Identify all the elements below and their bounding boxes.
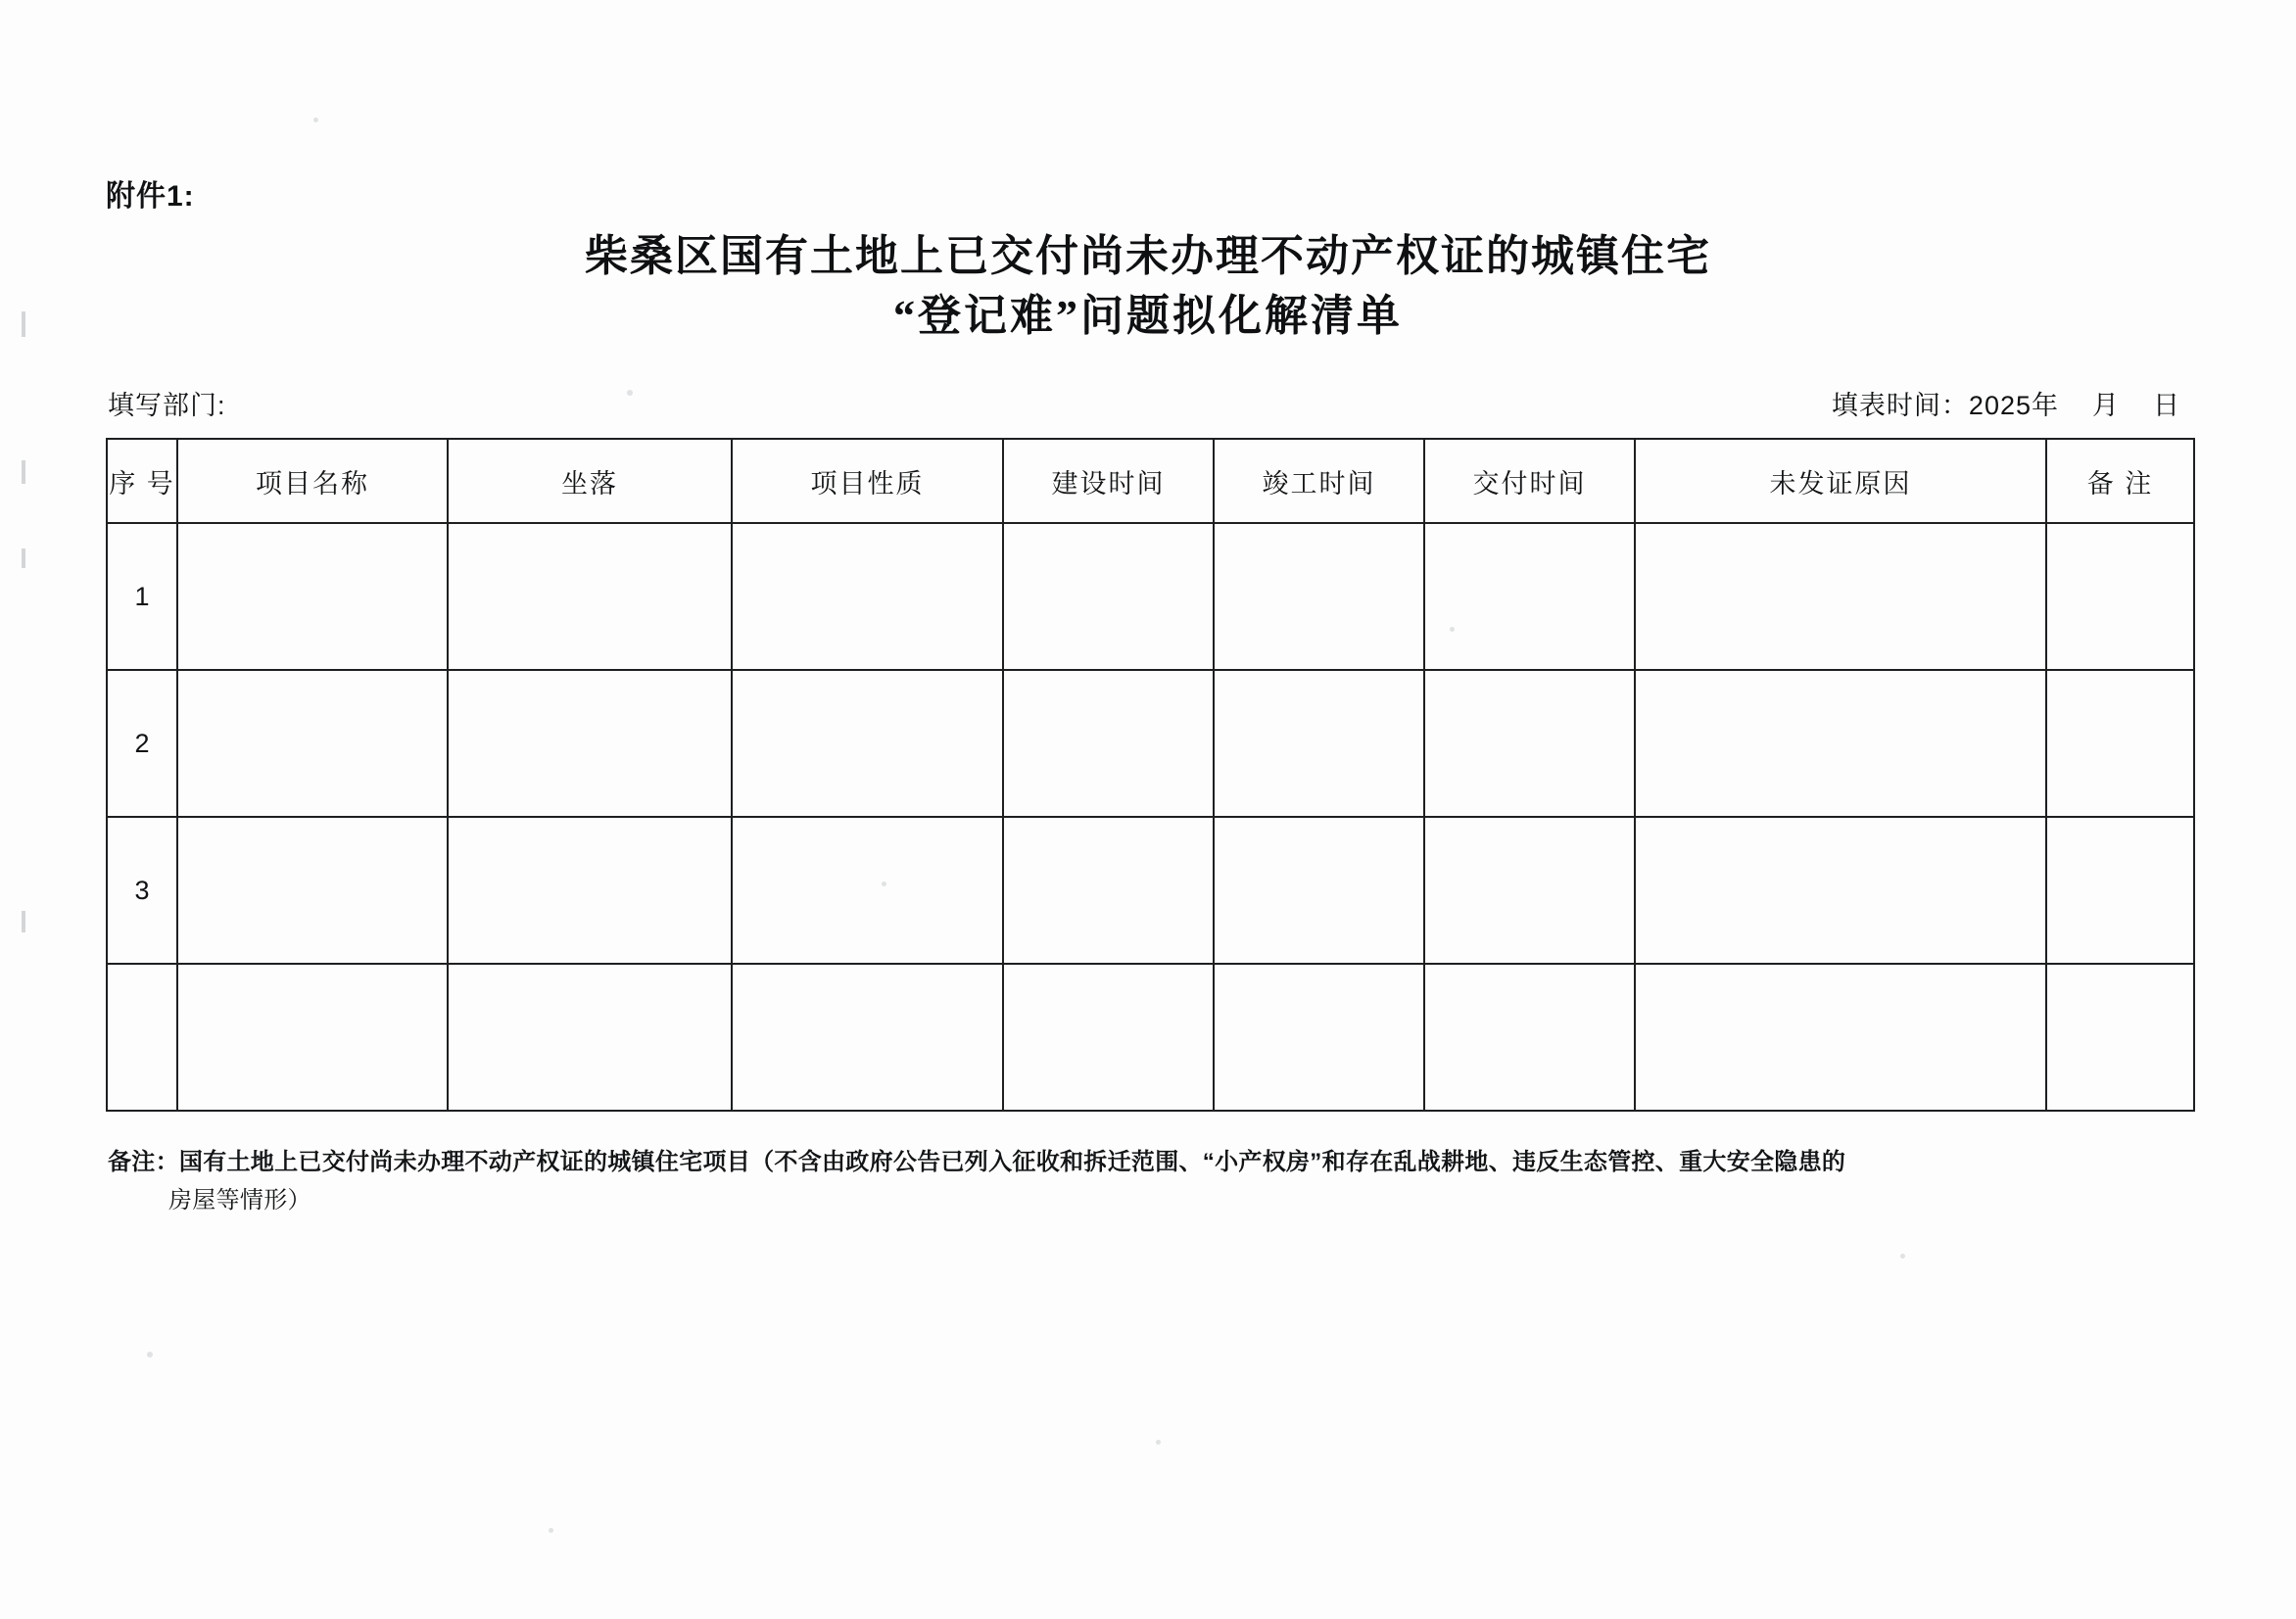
cell-project-name[interactable] <box>177 817 448 964</box>
cell-remark[interactable] <box>2046 964 2194 1111</box>
scan-speckle <box>549 1528 553 1533</box>
cell-delivery-time[interactable] <box>1424 964 1635 1111</box>
fill-department-label: 填写部门: <box>108 391 226 420</box>
cell-location[interactable] <box>448 817 732 964</box>
cell-build-time[interactable] <box>1003 523 1214 670</box>
cell-location[interactable] <box>448 670 732 817</box>
cell-completion-time[interactable] <box>1214 523 1424 670</box>
cell-project-name[interactable] <box>177 670 448 817</box>
cell-remark[interactable] <box>2046 817 2194 964</box>
cell-reason[interactable] <box>1635 523 2046 670</box>
scan-speckle <box>147 1352 153 1357</box>
footnote <box>108 1144 2184 1220</box>
scan-edge-mark <box>22 460 25 484</box>
column-header-completion-time: 竣工时间 <box>1214 439 1424 523</box>
cell-location[interactable] <box>448 964 732 1111</box>
column-header-project-nature: 项目性质 <box>732 439 1003 523</box>
scan-speckle <box>627 390 633 396</box>
cell-remark[interactable] <box>2046 523 2194 670</box>
column-header-delivery-time: 交付时间 <box>1424 439 1635 523</box>
cell-seq: 3 <box>107 817 177 964</box>
cell-build-time[interactable] <box>1003 817 1214 964</box>
cell-seq <box>107 964 177 1111</box>
cell-seq: 2 <box>107 670 177 817</box>
cell-build-time[interactable] <box>1003 670 1214 817</box>
cell-project-name[interactable] <box>177 964 448 1111</box>
scan-edge-mark <box>22 911 25 932</box>
footnote-line2: 房屋等情形） <box>168 1186 311 1214</box>
cell-project-nature[interactable] <box>732 670 1003 817</box>
page-title <box>0 227 2296 346</box>
page-title-line2: “登记难”问题拟化解清单 <box>893 291 1403 340</box>
table-row <box>107 523 2194 670</box>
cell-location[interactable] <box>448 523 732 670</box>
scan-speckle <box>1156 1440 1161 1445</box>
cell-remark[interactable] <box>2046 670 2194 817</box>
cell-project-name[interactable] <box>177 523 448 670</box>
column-header-location: 坐落 <box>448 439 732 523</box>
column-header-build-time: 建设时间 <box>1003 439 1214 523</box>
cell-seq: 1 <box>107 523 177 670</box>
cell-completion-time[interactable] <box>1214 964 1424 1111</box>
cell-reason[interactable] <box>1635 964 2046 1111</box>
footnote-line1: 备注：国有土地上已交付尚未办理不动产权证的城镇住宅项目（不含由政府公告已列入征收和拆迁范围、“小产权房”和存在乱战耕地、违反生态管控、重大安全隐患的 <box>108 1149 1846 1175</box>
cell-project-nature[interactable] <box>732 523 1003 670</box>
table-row <box>107 670 2194 817</box>
fill-time-label: 填表时间：2025年 月 日 <box>1831 391 2180 420</box>
page-title-line1: 柴桑区国有土地上已交付尚未办理不动产权证的城镇住宅 <box>585 232 1711 280</box>
cell-delivery-time[interactable] <box>1424 817 1635 964</box>
column-header-reason: 未发证原因 <box>1635 439 2046 523</box>
column-header-project-name: 项目名称 <box>177 439 448 523</box>
scan-edge-mark <box>22 548 25 568</box>
cell-project-nature[interactable] <box>732 817 1003 964</box>
table-header-row <box>107 439 2194 523</box>
cell-reason[interactable] <box>1635 670 2046 817</box>
cell-delivery-time[interactable] <box>1424 670 1635 817</box>
table-row <box>107 817 2194 964</box>
scan-speckle <box>1900 1254 1905 1259</box>
column-header-seq: 序 号 <box>107 439 177 523</box>
scan-speckle <box>313 118 318 122</box>
cell-completion-time[interactable] <box>1214 670 1424 817</box>
table-row <box>107 964 2194 1111</box>
cell-build-time[interactable] <box>1003 964 1214 1111</box>
registration-issue-table <box>106 438 2195 1112</box>
cell-reason[interactable] <box>1635 817 2046 964</box>
cell-delivery-time[interactable] <box>1424 523 1635 670</box>
cell-project-nature[interactable] <box>732 964 1003 1111</box>
attachment-label: 附件1: <box>106 180 195 213</box>
column-header-remark: 备 注 <box>2046 439 2194 523</box>
cell-completion-time[interactable] <box>1214 817 1424 964</box>
